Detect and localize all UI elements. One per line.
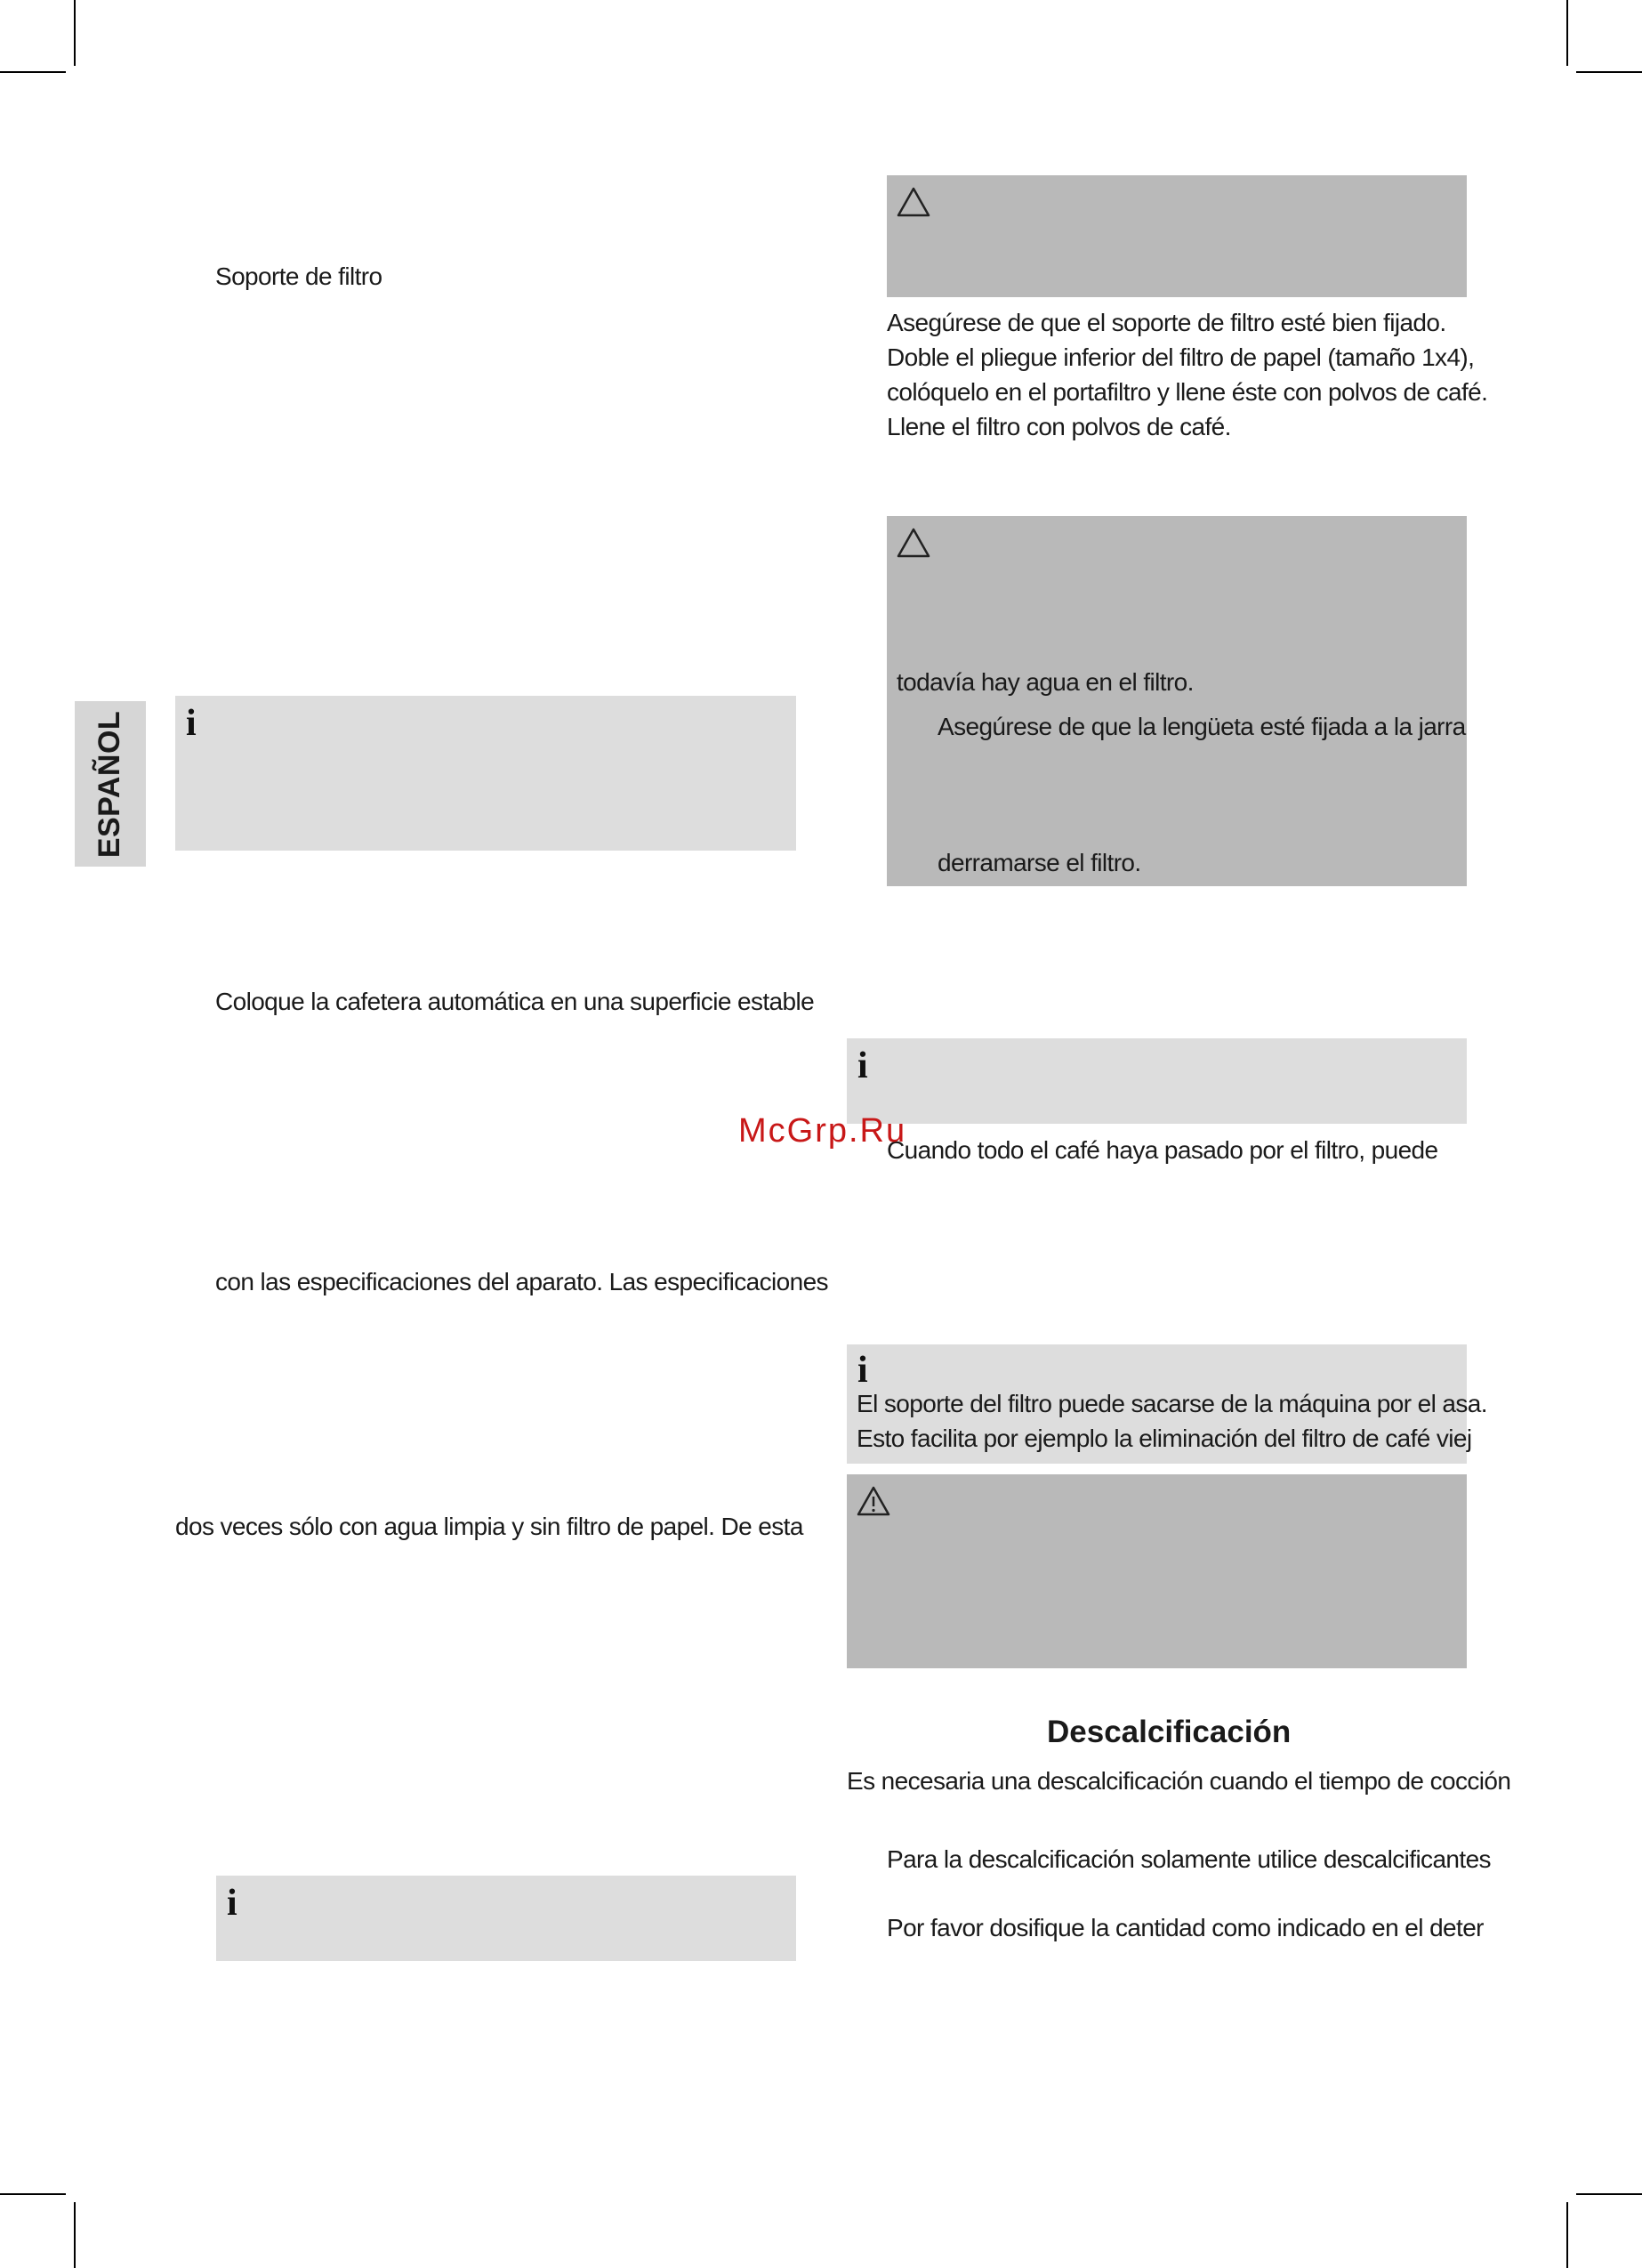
crop-mark: [1566, 0, 1568, 66]
info-box-right-1: [847, 1038, 1467, 1124]
warning-box-1: [887, 175, 1467, 297]
asegurese-line: Doble el pliegue inferior del filtro de papel (tamaño 1x4),: [887, 343, 1475, 371]
info-icon: i: [227, 1883, 237, 1924]
warning-triangle-icon: [896, 527, 931, 559]
crop-mark: [0, 2193, 66, 2195]
asegurese-line: Llene el filtro con polvos de café.: [887, 413, 1231, 440]
warning-triangle-icon: [856, 1485, 891, 1517]
crop-mark: [1576, 71, 1642, 73]
info-box-left-2: [216, 1876, 796, 1961]
crop-mark: [1566, 2202, 1568, 2268]
warning-box-3: [847, 1474, 1467, 1668]
soporte-filtro-text: Soporte de filtro: [215, 262, 382, 290]
descalcificacion-heading: Descalcificación: [1047, 1715, 1292, 1749]
info-box-right-2: [847, 1344, 1487, 1464]
language-tab: [75, 701, 146, 867]
info-icon: i: [857, 1045, 868, 1086]
language-label: ESPAÑOL: [93, 710, 127, 858]
por-favor-text: Por favor dosifique la cantidad como indicado en el deter: [887, 1914, 1484, 1941]
warning-box-2: [887, 516, 1467, 886]
especificaciones-text: con las especificaciones del aparato. Las especificaciones: [215, 1268, 828, 1295]
para-la-text: Para la descalcificación solamente utilice descalcificantes: [887, 1845, 1491, 1873]
warning-triangle-icon: [896, 186, 931, 218]
watermark: McGrp.Ru: [738, 1112, 907, 1150]
coloque-text: Coloque la cafetera automática en una superficie estable: [215, 988, 815, 1015]
crop-mark: [1576, 2193, 1642, 2195]
warning-text: todavía hay agua en el filtro.: [897, 668, 1194, 696]
crop-mark: [74, 0, 76, 66]
dos-veces-text: dos veces sólo con agua limpia y sin filtro de papel. De esta: [175, 1513, 803, 1540]
info-box-left-1: [175, 696, 796, 851]
info-text: Esto facilita por ejemplo la eliminación del filtro de café viej: [857, 1425, 1472, 1452]
crop-mark: [74, 2202, 76, 2268]
asegurese-line: colóquelo en el portafiltro y llene éste con polvos de café.: [887, 378, 1488, 406]
descal-text: Es necesaria una descalcificación cuando el tiempo de cocción: [847, 1767, 1511, 1795]
warning-text: Asegúrese de que la lengüeta esté fijada a la jarra: [938, 713, 1466, 740]
asegurese-line: Asegúrese de que el soporte de filtro esté bien fijado.: [887, 309, 1446, 336]
info-icon: i: [857, 1350, 868, 1391]
cuando-text: Cuando todo el café haya pasado por el filtro, puede: [887, 1136, 1438, 1164]
info-icon: i: [186, 703, 197, 744]
crop-mark: [0, 71, 66, 73]
info-text: El soporte del filtro puede sacarse de la máquina por el asa.: [857, 1390, 1487, 1417]
warning-text: derramarse el filtro.: [938, 849, 1141, 876]
